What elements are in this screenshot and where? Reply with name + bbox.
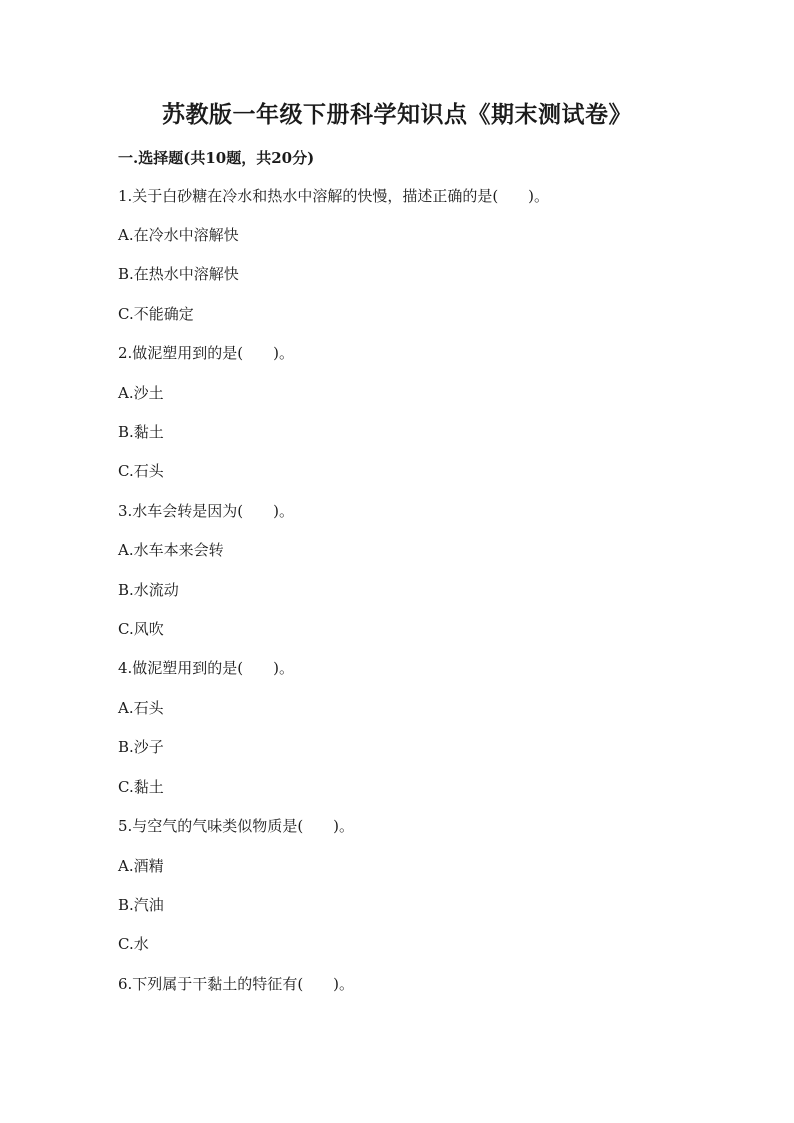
question-2: 2.做泥塑用到的是( )。 xyxy=(118,344,295,362)
question-4-option-c: C.黏土 xyxy=(118,778,164,796)
question-3-option-c: C.风吹 xyxy=(118,620,164,638)
question-4: 4.做泥塑用到的是( )。 xyxy=(118,659,295,677)
question-5: 5.与空气的气味类似物质是( )。 xyxy=(118,817,355,835)
question-5-option-b: B.汽油 xyxy=(118,896,164,914)
question-5-option-c: C.水 xyxy=(118,935,149,953)
question-4-option-a: A.石头 xyxy=(118,699,164,717)
question-1-option-c: C.不能确定 xyxy=(118,305,194,323)
section-heading: 一.选择题(共10题，共20分) xyxy=(118,149,315,167)
question-1: 1.关于白砂糖在冷水和热水中溶解的快慢，描述正确的是( )。 xyxy=(118,187,550,205)
question-4-option-b: B.沙子 xyxy=(118,738,164,756)
question-3: 3.水车会转是因为( )。 xyxy=(118,502,295,520)
page-title: 苏教版一年级下册科学知识点《期末测试卷》 xyxy=(162,101,632,128)
question-2-option-a: A.沙土 xyxy=(118,384,164,402)
question-3-option-a: A.水车本来会转 xyxy=(118,541,224,559)
question-2-option-b: B.黏土 xyxy=(118,423,164,441)
question-5-option-a: A.酒精 xyxy=(118,857,164,875)
question-1-option-a: A.在冷水中溶解快 xyxy=(118,226,239,244)
question-3-option-b: B.水流动 xyxy=(118,581,179,599)
question-6: 6.下列属于干黏土的特征有( )。 xyxy=(118,975,355,993)
question-2-option-c: C.石头 xyxy=(118,462,164,480)
question-1-option-b: B.在热水中溶解快 xyxy=(118,265,239,283)
